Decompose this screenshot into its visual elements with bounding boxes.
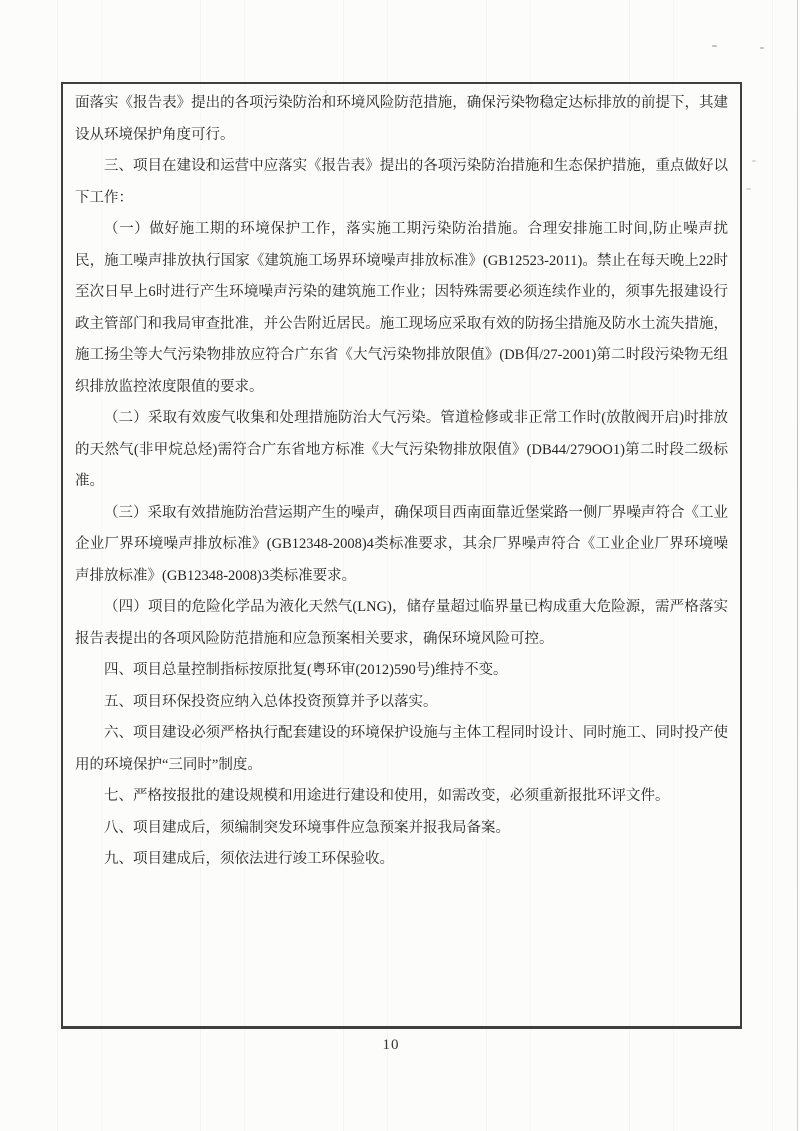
- approval-text: [75, 88, 728, 876]
- paragraph: 三、项目在建设和运营中应落实《报告表》提出的各项污染防治措施和生态保护措施，重点做好以下工作：: [75, 158, 728, 206]
- paragraph: 七、严格按报批的建设规模和用途进行建设和使用，如需改变，必须重新报批环评文件。: [104, 788, 670, 804]
- approval-conditions-box: [61, 82, 742, 1029]
- scan-speck: [760, 47, 764, 49]
- paragraph: （三）采取有效措施防治营运期产生的噪声，确保项目西南面靠近堡棠路一侧厂界噪声符合《工业企业厂界环境噪声排放标准》(GB12348-2008)4类标准要求，其余厂界噪声符合《工业企业厂界环境噪声排放标准》(GB12348-2008)3类标准要求。: [75, 504, 728, 584]
- paragraph: 四、项目总量控制指标按原批复(粤环审(2012)590号)维持不变。: [104, 662, 508, 678]
- paragraph: （一）做好施工期的环境保护工作，落实施工期污染防治措施。合理安排施工时间,防止噪声扰民，施工噪声排放执行国家《建筑施工场界环境噪声排放标准》(GB12523-2011)。禁止在每天晚上22时至次日早上6时进行产生环境噪声污染的建筑施工作业；因特殊需要必须连续作业的，须事先报建设行政主管部门和我局审查批准，并公告附近居民。施工现场应采取有效的防扬尘措施及防水土流失措施，施工扬尘等大气污染物排放应符合广东省《大气污染物排放限值》(DB佴/27-2001)第二时段污染物无组织排放监控浓度限值的要求。: [75, 221, 728, 395]
- scan-edge-line: [797, 0, 798, 1131]
- scan-speck: [712, 45, 717, 47]
- paragraph: （四）项目的危险化学品为液化天然气(LNG)，储存量超过临界量已构成重大危险源，需严格落实报告表提出的各项风险防范措施和应急预案相关要求，确保环境风险可控。: [75, 599, 728, 647]
- paragraph: 六、项目建设必须严格执行配套建设的环境保护设施与主体工程同时设计、同时施工、同时投产使用的环境保护“三同时”制度。: [75, 725, 728, 773]
- scan-speck: [325, 90, 327, 94]
- paragraph: 八、项目建成后，须编制突发环境事件应急预案并报我局备案。: [104, 819, 510, 836]
- paragraph: 五、项目环保投资应纳入总体投资预算并予以落实。: [104, 693, 438, 710]
- paragraph: 面落实《报告表》提出的各项污染防治和环境风险防范措施，确保污染物稳定达标排放的前提下，其建设从环境保护角度可行。: [75, 95, 728, 143]
- paragraph: （二）采取有效废气收集和处理措施防治大气污染。管道检修或非正常工作时(放散阀开启)时排放的天然气(非甲烷总烃)需符合广东省地方标准《大气污染物排放限值》(DB44/279OO1)第二时段二级标准。: [75, 410, 728, 489]
- paragraph: 九、项目建成后，须依法进行竣工环保验收。: [104, 851, 394, 867]
- scan-speck: [752, 160, 756, 162]
- page-number: 10: [382, 1037, 400, 1053]
- scan-speck: [746, 188, 751, 190]
